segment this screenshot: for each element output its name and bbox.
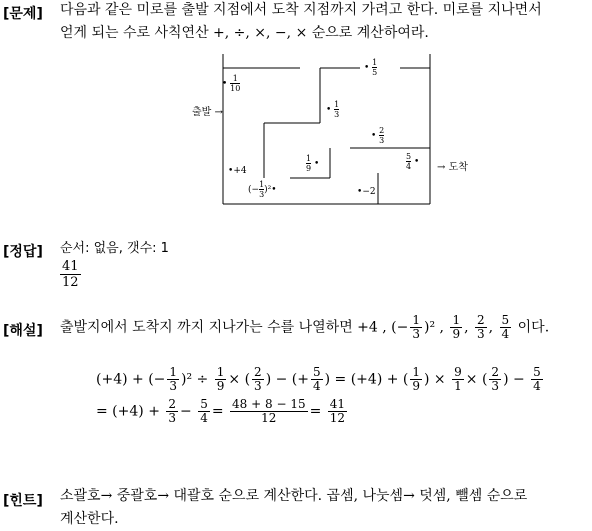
- problem-line-2: 얻게 되는 수로 사칙연산 +, ÷, ×, −, × 순으로 계산하여라.: [60, 25, 429, 41]
- maze-figure: [180, 48, 470, 210]
- answer-line: 순서: 없음, 갯수: 1: [60, 241, 169, 256]
- maze-item-2-3: • $\frac{2}{3}$: [371, 126, 385, 145]
- problem-line-1: 다음과 같은 미로를 출발 지점에서 도착 지점까지 가려고 한다. 미로를 지나면서: [60, 2, 542, 18]
- maze-item-1-10: • $\frac{1}{10}$: [222, 74, 241, 93]
- end-arrow: →: [437, 162, 446, 173]
- solution-equation-1: (+4) + (− $\frac{1}{3}$ )² ÷ $\frac{1}{9}$ × ( $\frac{2}{3}$ ) − (+ $\frac{5}{4}$ ) = (+4) + ( $\frac{1}{9}$ ) × $\frac{9}{1}$ × ( $\frac{2}{3}$ ) − $\frac{5}{4}$: [96, 365, 541, 393]
- start-label: 출발: [192, 107, 212, 118]
- start-arrow: →: [214, 107, 223, 118]
- maze-item-1-5: • $\frac{1}{5}$: [364, 58, 378, 77]
- maze-item-1-3: • $\frac{1}{3}$: [326, 100, 340, 119]
- maze-item-1-9: $\frac{1}{9}$ •: [306, 154, 320, 173]
- problem-tag: [문제]: [3, 6, 43, 22]
- hint-tag: [힌트]: [3, 493, 43, 509]
- solution-tag: [해설]: [3, 323, 43, 339]
- solution-equation-2: = (+4) + $\frac{2}{3}$ − $\frac{5}{4}$ = $\frac{48 + 8 - 15}{12}$ = $\frac{41}{12}$: [96, 397, 346, 425]
- answer-fraction: $\frac{41}{12}$: [62, 259, 79, 290]
- maze-end: [437, 158, 468, 173]
- hint-line-2: 계산한다.: [60, 511, 119, 527]
- maze-start: [192, 103, 223, 118]
- solution-intro: 출발지에서 도착지 까지 지나가는 수를 나열하면 +4 , (− $\frac{1}{3}$ )² , $\frac{1}{9}$ , $\frac{2}{3}$ , $\frac{5}{4}$ 이다.: [60, 313, 550, 341]
- end-label: 도착: [448, 162, 468, 173]
- maze-item-5-4: $\frac{5}{4}$ •: [406, 152, 420, 171]
- maze-walls: [180, 48, 470, 210]
- answer-tag: [정답]: [3, 244, 43, 260]
- maze-item-plus4: •+4: [228, 166, 247, 176]
- maze-item-minus2: •−2: [357, 187, 376, 197]
- hint-line-1: 소괄호→ 중괄호→ 대괄호 순으로 계산한다. 곱셈, 나눗셈→ 덧셈, 뺄셈 순으로: [60, 488, 528, 504]
- maze-item-neg-third-squared: (− $\frac{1}{3}$ )²•: [248, 180, 277, 199]
